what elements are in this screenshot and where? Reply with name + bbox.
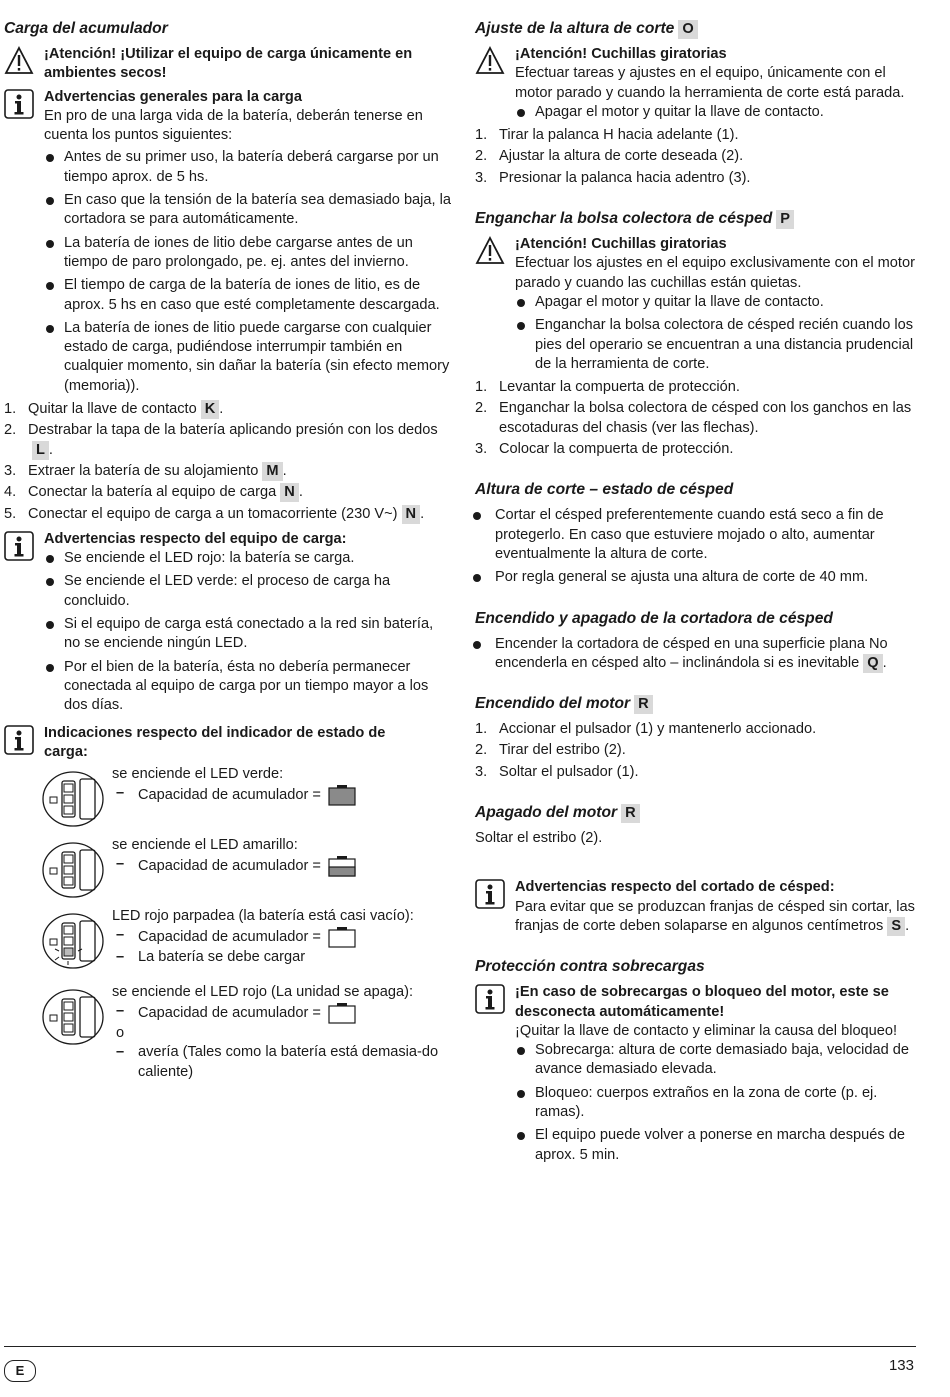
led-caption: se enciende el LED rojo (La unidad se apaga): [112, 983, 413, 1000]
fault-line: – avería (Tales como la batería está demasia-do caliente) [112, 1043, 443, 1082]
footer-divider [4, 1346, 916, 1347]
section-title: Altura de corte – estado de césped [475, 481, 734, 499]
section-title-text: Apagado del motor [475, 804, 618, 822]
capacity-line [112, 1002, 452, 1024]
info-icon [475, 984, 505, 1014]
section-title [475, 693, 923, 714]
left-column [4, 18, 452, 1097]
step-item [475, 147, 923, 166]
steps [475, 720, 923, 782]
warning-text: Efectuar tareas y ajustes en el equipo, únicamente con el motor parado y cuando la herramienta de corte está parada. [515, 65, 905, 101]
language-badge: E [4, 1360, 36, 1382]
step-number: 2. [4, 422, 17, 439]
or-text: o [116, 1024, 125, 1041]
info-note [475, 983, 923, 1165]
charge-indicator-off-icon [42, 989, 104, 1045]
charger-bullets [44, 549, 452, 715]
section-title [475, 802, 923, 823]
step-punct: . [420, 505, 425, 522]
list-item: Se enciende el LED verde: el proceso de carga ha concluido. [44, 572, 452, 611]
step-number: 1. [475, 721, 488, 738]
step-item [475, 378, 923, 397]
indicator-notes [4, 724, 452, 763]
indicator-title: Indicaciones respecto del indicador de estado de carga: [44, 724, 386, 760]
figure-badge: M [262, 462, 282, 481]
charge-indicator-full-icon [42, 771, 104, 827]
figure-badge: N [280, 483, 299, 502]
mowing-title: Advertencias respecto del cortado de césped: [515, 879, 835, 896]
battery-half-icon [328, 855, 356, 877]
section-title: Protección contra sobrecargas [475, 958, 705, 976]
step-text: Enganchar la bolsa colectora de césped con los ganchos en las escotaduras del chasis (ver las flechas). [499, 400, 912, 436]
section-title [475, 208, 923, 229]
led-caption: LED rojo parpadea (la batería está casi vacío): [112, 908, 414, 925]
figure-badge: R [621, 804, 640, 823]
warning-title: ¡Atención! Cuchillas giratorias [515, 46, 727, 62]
step-number: 1. [475, 379, 488, 396]
step-number: 5. [4, 505, 17, 522]
section-motor-stop [475, 802, 923, 848]
step-item [475, 763, 923, 782]
step-text: Accionar el pulsador (1) y mantenerlo accionado. [499, 721, 817, 738]
warning-note [4, 45, 452, 84]
step-item [4, 462, 452, 481]
step-item [4, 505, 452, 524]
step-text: Destrabar la tapa de la batería aplicando presión con los dedos [28, 422, 438, 439]
step-item [475, 399, 923, 438]
section-title: Encendido y apagado de la cortadora de césped [475, 609, 833, 627]
bullets [471, 635, 923, 674]
capacity-text: Capacidad de acumulador = [138, 1004, 321, 1021]
list-item: Enganchar la bolsa colectora de césped recién cuando los pies del operario se encuentran a una distancia prudencial de la herramienta de corte. [515, 316, 923, 374]
step-text: Tirar la palanca H hacia adelante (1). [499, 127, 739, 144]
info-icon [4, 725, 34, 755]
overload-text: ¡Quitar la llave de contacto y eliminar la causa del bloqueo! [515, 1022, 898, 1039]
led-state-yellow [4, 836, 452, 892]
figure-badge: O [678, 20, 697, 39]
info-icon [4, 89, 34, 119]
section-grass-bag [475, 208, 923, 459]
warning-icon [475, 46, 505, 76]
capacity-text: Capacidad de acumulador = [138, 929, 321, 946]
step-text: Colocar la compuerta de protección. [499, 441, 734, 458]
figure-badge: Q [863, 654, 882, 673]
figure-badge: S [887, 917, 905, 936]
mowing-text-block [515, 898, 923, 937]
step-item [475, 126, 923, 145]
warning-note [475, 235, 923, 374]
charge-indicator-low-icon [42, 913, 104, 969]
punct: . [905, 917, 910, 934]
list-item: La batería de iones de litio debe cargarse antes de un tiempo de paro prolongado, pe. ej. antes del invierno. [44, 234, 452, 273]
bullets [471, 506, 923, 587]
section-title-text: Encendido del motor [475, 695, 631, 713]
step-number: 2. [475, 742, 488, 759]
mowing-text: Para evitar que se produzcan franjas de césped sin cortar, las franjas de corte deben solaparse en algunos centímetros [515, 898, 915, 934]
info-icon [4, 531, 34, 561]
capacity-line [112, 784, 452, 806]
section-title: Carga del acumulador [4, 20, 168, 37]
section-title-text: Ajuste de la altura de corte [475, 20, 675, 37]
info-icon [475, 879, 505, 909]
battery-empty-icon [328, 926, 356, 948]
warning-icon [4, 46, 34, 76]
step-number: 3. [475, 763, 488, 780]
mowing-notes [475, 878, 923, 936]
step-number: 4. [4, 484, 17, 501]
steps [475, 378, 923, 459]
list-item: Sobrecarga: altura de corte demasiado baja, velocidad de avance demasiado elevada. [515, 1041, 923, 1080]
charge-indicator-half-icon [42, 842, 104, 898]
list-item: En caso que la tensión de la batería sea demasiado baja, la cortadora se para automáticamente. [44, 191, 452, 230]
step-number: 1. [4, 401, 17, 418]
section-cutting-height [475, 18, 923, 188]
step-text: Conectar el equipo de carga a un tomacorriente (230 V~) [28, 505, 398, 522]
section-text: Soltar el estribo (2). [475, 830, 603, 847]
step-number: 3. [4, 462, 17, 479]
step-item [475, 169, 923, 188]
step-text: Ajustar la altura de corte deseada (2). [499, 148, 744, 165]
page-number: 133 [888, 1357, 914, 1374]
step-punct: . [282, 462, 287, 479]
warning-icon [475, 236, 505, 266]
list-item: Si el equipo de carga está conectado a la red sin batería, no se enciende ningún LED. [44, 615, 452, 654]
step-item [4, 421, 452, 460]
charge-required-line: – La batería se debe cargar [112, 948, 452, 967]
step-text: Extraer la batería de su alojamiento [28, 462, 259, 479]
list-item: Apagar el motor y quitar la llave de contacto. [515, 293, 923, 312]
list-item: Por regla general se ajusta una altura de corte de 40 mm. [471, 568, 923, 587]
step-punct: . [48, 441, 53, 458]
led-state-green [4, 765, 452, 821]
general-bullets [44, 148, 452, 396]
list-item: Se enciende el LED rojo: la batería se carga. [44, 549, 452, 568]
figure-badge: L [32, 441, 49, 460]
step-text: Quitar la llave de contacto [28, 401, 197, 418]
step-text: Presionar la palanca hacia adentro (3). [499, 169, 751, 186]
step-text: Conectar la batería al equipo de carga [28, 484, 277, 501]
list-item [471, 635, 923, 674]
bullets [515, 103, 923, 122]
list-item-text: Encender la cortadora de césped en una superficie plana No encenderla en césped alto – inclinándola si es inevitable [495, 635, 888, 671]
figure-badge: R [634, 695, 653, 714]
warning-text: ¡Atención! ¡Utilizar el equipo de carga únicamente en ambientes secos! [44, 46, 413, 82]
steps [475, 126, 923, 188]
capacity-text: Capacidad de acumulador = [138, 858, 321, 875]
info-intro: En pro de una larga vida de la batería, deberán tenerse en cuenta los puntos siguientes: [44, 107, 423, 144]
section-on-off [475, 608, 923, 674]
step-punct: . [298, 484, 303, 501]
bullets [515, 1041, 923, 1165]
list-item: Por el bien de la batería, ésta no debería permanecer conectada al equipo de carga por un tiempo mayor a los dos días. [44, 658, 452, 716]
step-number: 2. [475, 400, 488, 417]
section-overload [475, 956, 923, 1165]
punct: . [882, 654, 887, 671]
warning-note [475, 45, 923, 122]
capacity-line [112, 926, 452, 948]
list-item: El equipo puede volver a ponerse en marcha después de aprox. 5 min. [515, 1126, 923, 1165]
step-item [4, 483, 452, 502]
section-grass-state [475, 479, 923, 587]
charger-notes [4, 530, 452, 716]
step-number: 3. [475, 441, 488, 458]
figure-badge: K [201, 400, 220, 419]
warning-title: ¡Atención! Cuchillas giratorias [515, 236, 727, 253]
step-text: Soltar el pulsador (1). [499, 763, 639, 780]
led-state-red-blinking [4, 907, 452, 968]
section-title [475, 18, 923, 39]
led-caption: se enciende el LED verde: [112, 766, 284, 783]
list-item: Cortar el césped preferentemente cuando está seco a fin de protegerlo. En caso que estuviere mojado o alto, aumentar eventualmente la altura de corte. [471, 506, 923, 564]
battery-full-icon [328, 784, 356, 806]
charger-notes-title: Advertencias respecto del equipo de carga: [44, 530, 347, 547]
list-item: Apagar el motor y quitar la llave de contacto. [515, 103, 923, 122]
step-number: 3. [475, 169, 488, 186]
step-number: 2. [475, 148, 488, 165]
list-item: El tiempo de carga de la batería de iones de litio, es de aprox. 5 hs en caso que esté completamente descargada. [44, 276, 452, 315]
step-item [475, 720, 923, 739]
warning-text: Efectuar los ajustes en el equipo exclusivamente con el motor parado y cuando las cuchillas están quietas. [515, 255, 915, 291]
capacity-text: Capacidad de acumulador = [138, 787, 321, 804]
step-item [475, 741, 923, 760]
figure-badge: N [402, 505, 421, 524]
section-title-text: Enganchar la bolsa colectora de césped [475, 210, 773, 228]
led-caption: se enciende el LED amarillo: [112, 837, 298, 854]
list-item: La batería de iones de litio puede cargarse con cualquier estado de carga, pudiéndose interrumpir también en cualquier momento, sin dañar la batería (sin efecto memory (memoria)). [44, 319, 452, 396]
section-motor-start [475, 693, 923, 782]
charge-steps [4, 400, 452, 524]
step-punct: . [219, 401, 224, 418]
step-item [4, 400, 452, 419]
info-title: Advertencias generales para la carga [44, 88, 302, 105]
step-text: Tirar del estribo (2). [499, 742, 626, 759]
section-charge [4, 18, 452, 524]
bullets [515, 293, 923, 374]
battery-empty-icon [328, 1002, 356, 1024]
list-item: Antes de su primer uso, la batería deberá cargarse por un tiempo aprox. de 5 hs. [44, 148, 452, 187]
capacity-line [112, 855, 452, 877]
right-column [475, 18, 923, 1185]
step-number: 1. [475, 127, 488, 144]
info-note [4, 88, 452, 396]
step-item [475, 440, 923, 459]
led-state-red-on [4, 983, 452, 1082]
overload-title: ¡En caso de sobrecargas o bloqueo del motor, este se desconecta automáticamente! [515, 984, 889, 1020]
list-item: Bloqueo: cuerpos extraños en la zona de corte (p. ej. ramas). [515, 1084, 923, 1123]
figure-badge: P [776, 210, 794, 229]
step-text: Levantar la compuerta de protección. [499, 379, 740, 396]
